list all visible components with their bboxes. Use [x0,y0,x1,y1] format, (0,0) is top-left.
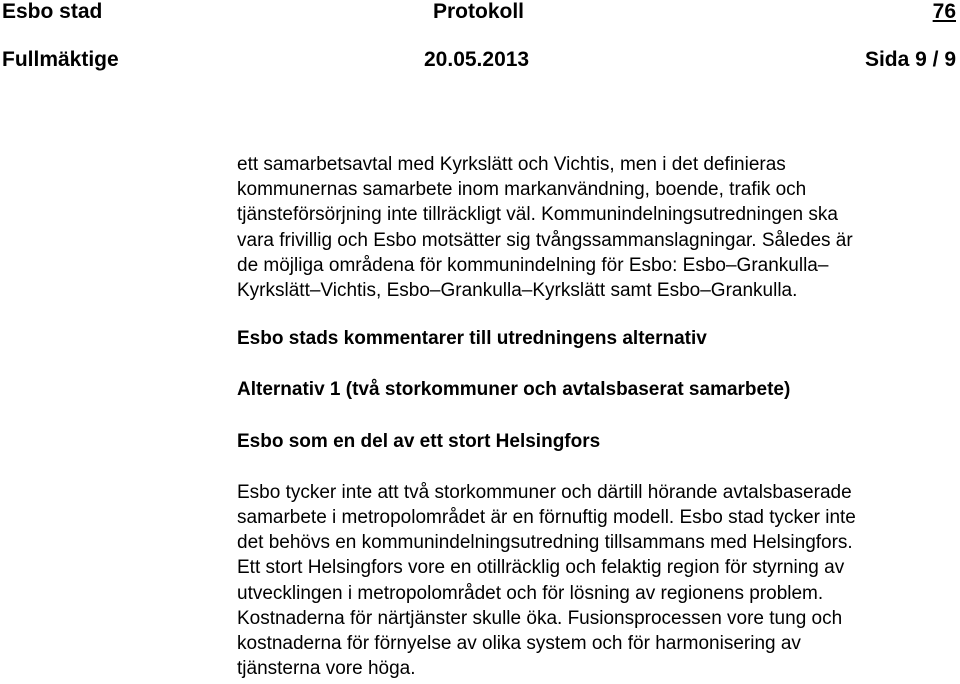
section-heading-helsingfors: Esbo som en del av ett stort Helsingfors [237,430,601,452]
spacer [237,303,957,326]
organization-name: Esbo stad [2,0,103,23]
spacer [237,403,957,429]
section-heading-comments: Esbo stads kommentarer till utredningens alternativ [237,328,707,350]
spacer [237,351,957,377]
protocol-number: 76 [932,0,956,23]
document-body [237,152,957,681]
final-paragraph: Esbo tycker inte att två storkommuner och därtill hörande avtalsbaserade samarbete i metropolområdet är en förnuftig modell. Esbo stad tycker inte det behövs en kommunindelningsutredning tillsammans med Helsingfors. Ett stort Helsingfors vore en otillräcklig och felaktig region för styrning av utvecklingen i metropolområdet och för lösning av regionens problem. Kostnaderna för närtjänster skulle öka. Fusionsprocessen vore tung och kostnaderna för förnyelse av olika system och för harmonisering av tjänsterna vore höga. [237,481,856,680]
council-body: Fullmäktige [2,48,119,71]
spacer [237,454,957,480]
page-indicator: Sida 9 / 9 [864,48,956,71]
intro-paragraph: ett samarbetsavtal med Kyrkslätt och Vichtis, men i det definieras kommunernas samarbete inom markanvändning, boende, trafik och tjänsteförsörjning inte tillräckligt väl. Kommunindelningsutredningen ska vara frivillig och Esbo motsätter sig tvångssammanslagningar. Således är de möjliga områdena för kommunindelning för Esbo: Esbo–Grankulla– Kyrkslätt–Vichtis, Esbo–Grankulla–Kyrkslätt samt Esbo–Grankulla. [237,154,853,302]
section-heading-alternative: Alternativ 1 (två storkommuner och avtalsbaserat samarbete) [237,379,791,401]
meeting-date: 20.05.2013 [424,48,530,71]
document-type: Protokoll [433,0,525,23]
